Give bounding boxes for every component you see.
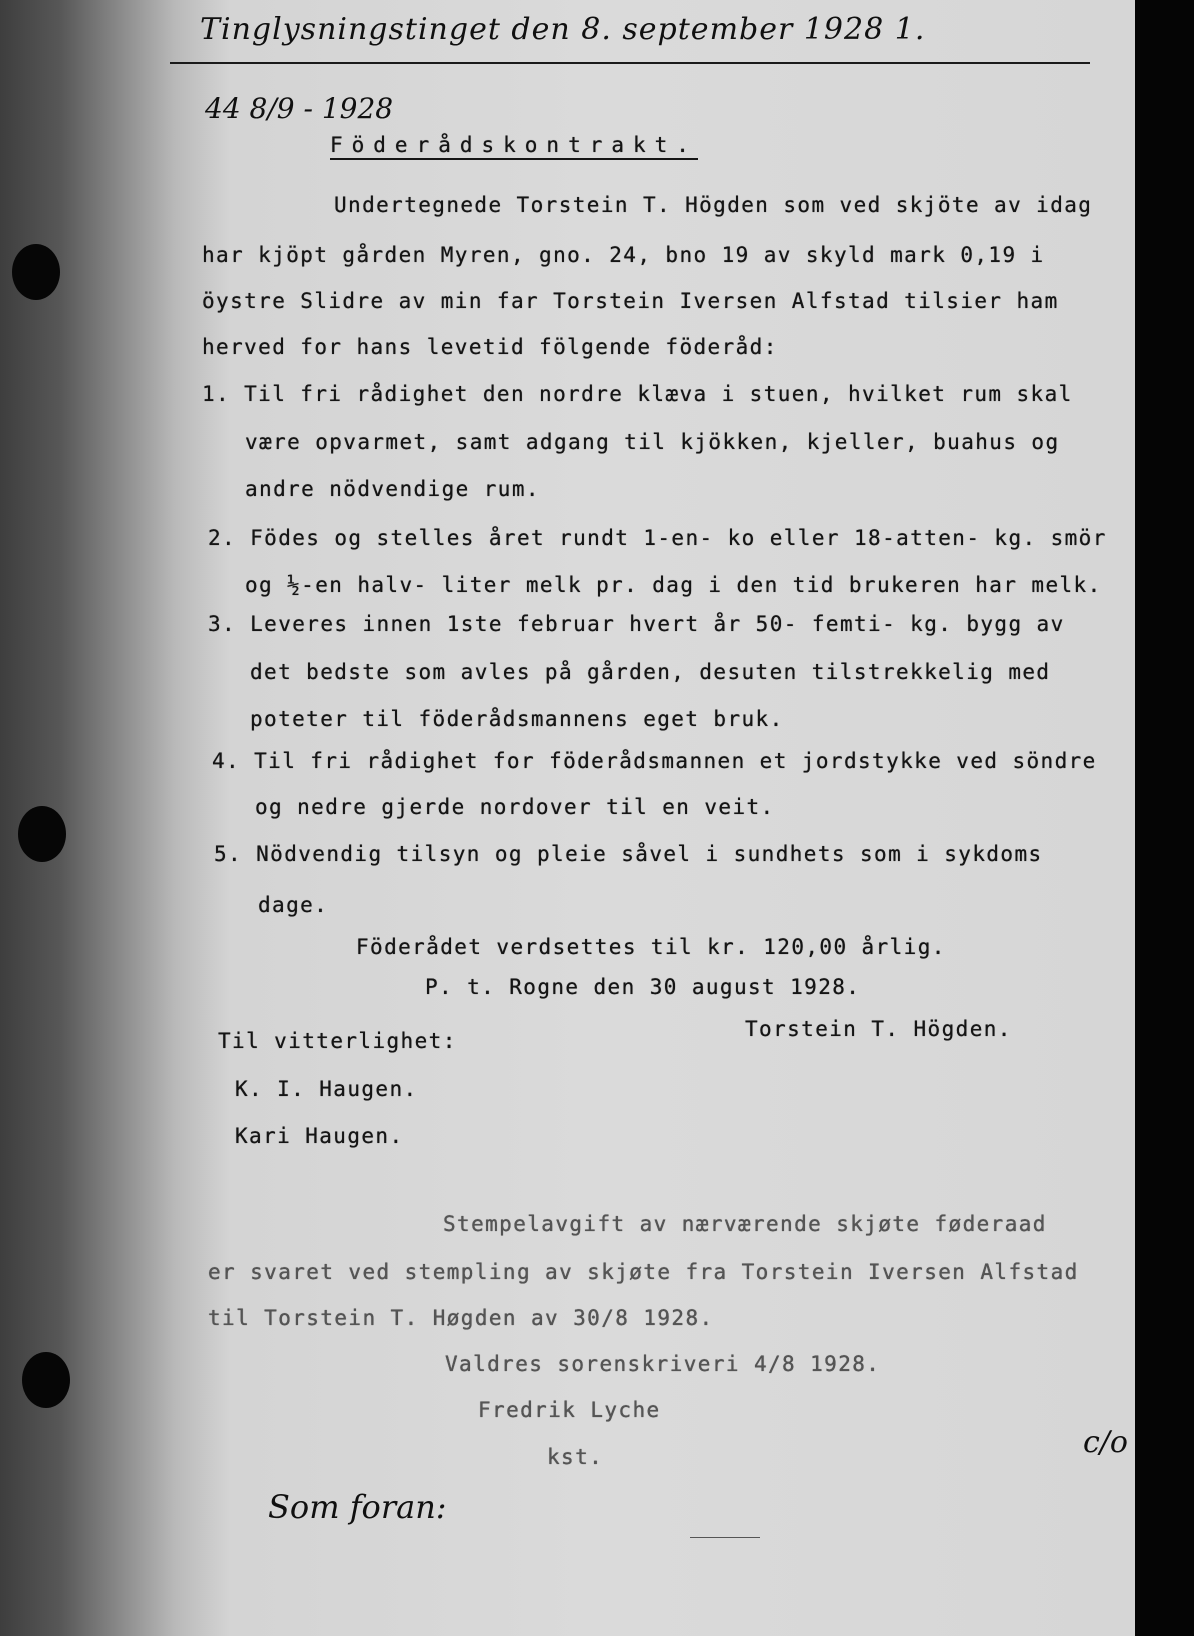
item-line: dage. bbox=[258, 893, 329, 917]
item-line: det bedste som avles på gården, desuten tilstrekkelig med bbox=[250, 660, 1051, 684]
item-line: 5. Nödvendig tilsyn og pleie såvel i sundhets som i sykdoms bbox=[214, 842, 1043, 866]
handwritten-header: Tinglysningstinget den 8. september 1928 1. bbox=[200, 12, 926, 47]
item-line: 2. Födes og stelles året rundt 1-en- ko eller 18-atten- kg. smör bbox=[208, 526, 1107, 550]
stamp-note-line: Stempelavgift av nærværende skjøte føderaad bbox=[443, 1212, 1047, 1236]
document-title: Föderådskontrakt. bbox=[330, 133, 698, 157]
stamp-note-line: er svaret ved stempling av skjøte fra Torstein Iversen Alfstad bbox=[208, 1260, 1079, 1284]
item-line: andre nödvendige rum. bbox=[245, 477, 540, 501]
witness-label: Til vitterlighet: bbox=[218, 1029, 457, 1053]
witness-name: K. I. Haugen. bbox=[235, 1077, 418, 1101]
item-line: 1. Til fri rådighet den nordre klæva i stuen, hvilket rum skal bbox=[202, 382, 1073, 406]
official-name: Fredrik Lyche bbox=[478, 1398, 661, 1422]
witness-name: Kari Haugen. bbox=[235, 1124, 404, 1148]
item-line: poteter til föderådsmannens eget bruk. bbox=[250, 707, 784, 731]
body-line: öystre Slidre av min far Torstein Iversen Alfstad tilsier ham bbox=[202, 289, 1059, 313]
body-line: Undertegnede Torstein T. Högden som ved skjöte av idag bbox=[334, 193, 1093, 217]
item-line: være opvarmet, samt adgang til kjökken, kjeller, buahus og bbox=[245, 430, 1060, 454]
scan-edge bbox=[1135, 0, 1194, 1636]
header-rule bbox=[170, 62, 1090, 64]
footer-handwriting: Som foran: bbox=[268, 1488, 447, 1526]
item-line: og nedre gjerde nordover til en veit. bbox=[255, 795, 775, 819]
punch-hole bbox=[22, 1352, 70, 1408]
office-line: Valdres sorenskriveri 4/8 1928. bbox=[445, 1352, 881, 1376]
footer-dash bbox=[690, 1537, 760, 1538]
body-line: herved for hans levetid fölgende föderåd: bbox=[202, 335, 778, 359]
official-title: kst. bbox=[547, 1445, 604, 1469]
signatory-name: Torstein T. Högden. bbox=[745, 1017, 1012, 1041]
body-line: har kjöpt gården Myren, gno. 24, bno 19 av skyld mark 0,19 i bbox=[202, 243, 1045, 267]
place-date-line: P. t. Rogne den 30 august 1928. bbox=[425, 975, 861, 999]
item-line: 4. Til fri rådighet for föderådsmannen et jordstykke ved söndre bbox=[212, 749, 1097, 773]
handwritten-number: 44 8/9 - 1928 bbox=[205, 92, 394, 125]
punch-hole bbox=[18, 806, 66, 862]
punch-hole bbox=[12, 244, 60, 300]
valuation-line: Föderådet verdsettes til kr. 120,00 årlig. bbox=[356, 935, 946, 959]
stamp-note-line: til Torstein T. Høgden av 30/8 1928. bbox=[208, 1306, 714, 1330]
item-line: 3. Leveres innen 1ste februar hvert år 50- femti- kg. bygg av bbox=[208, 612, 1065, 636]
item-line: og ½-en halv- liter melk pr. dag i den tid brukeren har melk. bbox=[245, 573, 1102, 597]
margin-initials: c/o bbox=[1083, 1425, 1128, 1460]
